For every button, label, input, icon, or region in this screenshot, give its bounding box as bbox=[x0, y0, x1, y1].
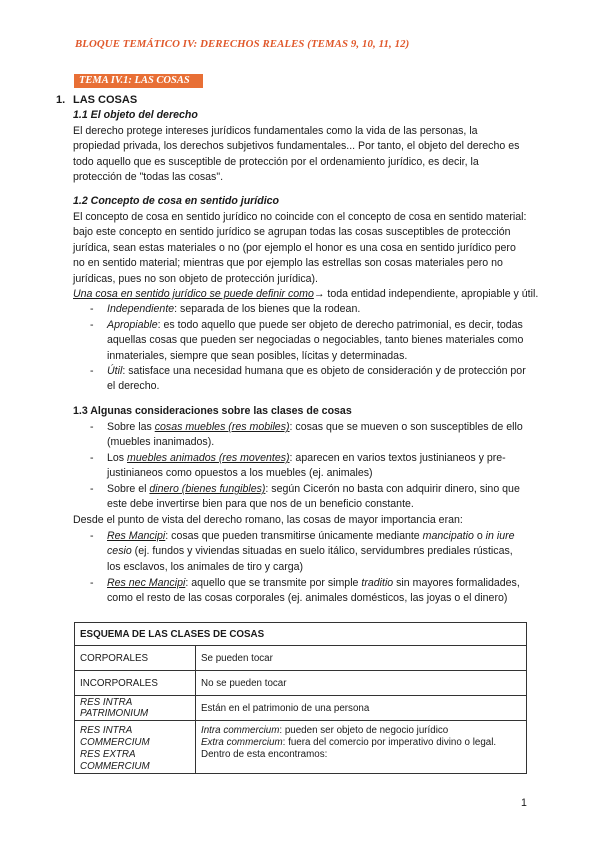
table-cell: RES INTRA PATRIMONIUM bbox=[75, 696, 196, 721]
table-cell: CORPORALES bbox=[75, 646, 196, 671]
definition-link[interactable]: Una cosa en sentido jurídico se puede definir como bbox=[73, 288, 314, 300]
table-cell: Están en el patrimonio de una persona bbox=[196, 696, 527, 721]
table-row bbox=[75, 721, 527, 774]
dash-bullet: - bbox=[90, 365, 94, 377]
subsection-3-title: 1.3 Algunas consideraciones sobre las clases de cosas bbox=[73, 405, 352, 417]
dash-bullet: - bbox=[90, 452, 94, 464]
list-item: Sobre las cosas muebles (res mobiles): cosas que se mueven o son susceptibles de ello (muebles inanimados). bbox=[107, 421, 523, 449]
table-row bbox=[75, 696, 527, 721]
table-cell: Intra commercium: pueden ser objeto de negocio jurídico Extra commercium: fuera del comercio por imperativo divino o legal. Dentro de esta encontramos: bbox=[196, 721, 527, 774]
dash-bullet: - bbox=[90, 577, 94, 589]
bloque-title: BLOQUE TEMÁTICO IV: DERECHOS REALES (TEMAS 9, 10, 11, 12) bbox=[75, 38, 410, 50]
subsection-2-text: El concepto de cosa en sentido jurídico no coincide con el concepto de cosa en sentido material: bajo este concepto en sentido jurídico se agrupan todas las cosas susceptibles de protección jurídica, sean estas materiales o no (por ejemplo el honor es una cosa en sentido jurídico pero no en sentido material; mientras que por ejemplo las estrellas son cosas materiales pero no jurídicas, pues no son objeto de protección jurídica). bbox=[73, 211, 527, 285]
list-item: Res nec Mancipi: aquello que se transmite por simple traditio sin mayores formalidades, como el resto de las cosas corporales (ej. animales domésticos, las joyas o el dinero) bbox=[107, 577, 520, 605]
list-item: Apropiable: es todo aquello que puede ser objeto de derecho patrimonial, es decir, todas aquellas cosas que pueden ser negociadas o negociables, tanto bienes materiales como inmateriales, siempre que sean posibles, lícitas y determinadas. bbox=[107, 319, 524, 362]
list-item: Independiente: separada de los bienes que la rodean. bbox=[107, 303, 361, 315]
table-row bbox=[75, 671, 527, 696]
clases-table bbox=[74, 622, 527, 774]
dash-bullet: - bbox=[90, 421, 94, 433]
dash-bullet: - bbox=[90, 483, 94, 495]
dash-bullet: - bbox=[90, 303, 94, 315]
table-row bbox=[75, 646, 527, 671]
list-item: Res Mancipi: cosas que pueden transmitirse únicamente mediante mancipatio o in iure cesio (ej. fundos y viviendas situadas en suelo itálico, servidumbres prediales rústicas, los esclavos, los animales de tiro y carga) bbox=[107, 530, 515, 573]
romano-intro: Desde el punto de vista del derecho romano, las cosas de mayor importancia eran: bbox=[73, 514, 463, 526]
tema-banner: TEMA IV.1: LAS COSAS bbox=[74, 74, 203, 88]
table-cell: RES INTRA COMMERCIUM RES EXTRA COMMERCIUM bbox=[75, 721, 196, 774]
section-title: LAS COSAS bbox=[73, 94, 138, 106]
dash-bullet: - bbox=[90, 319, 94, 331]
list-item: Útil: satisface una necesidad humana que es objeto de consideración y de protección por el derecho. bbox=[107, 365, 526, 393]
definition-line: Una cosa en sentido jurídico se puede definir como→ toda entidad independiente, apropiable y útil. bbox=[73, 288, 539, 300]
section-number: 1. bbox=[56, 94, 66, 106]
list-item: Sobre el dinero (bienes fungibles): según Cicerón no basta con adquirir dinero, sino que este debe invertirse bien para que nos de un beneficio constante. bbox=[107, 483, 520, 511]
subsection-1-title: 1.1 El objeto del derecho bbox=[73, 109, 198, 121]
table-cell: Se pueden tocar bbox=[196, 646, 527, 671]
subsection-2-title: 1.2 Concepto de cosa en sentido jurídico bbox=[73, 195, 280, 207]
list-item: Los muebles animados (res moventes): aparecen en varios textos justinianeos y pre-justinianeos como opuestos a los muebles (ej. animales) bbox=[107, 452, 506, 480]
table-title: ESQUEMA DE LAS CLASES DE COSAS bbox=[75, 623, 527, 646]
table-cell: INCORPORALES bbox=[75, 671, 196, 696]
subsection-1-text: El derecho protege intereses jurídicos fundamentales como la vida de las personas, la propiedad privada, los derechos subjetivos fundamentales... Por tanto, el objeto del derecho es todo aquello que es susceptible de protección por el ordenamiento jurídico, es decir, la protección de "todas las cosas". bbox=[73, 125, 520, 184]
dash-bullet: - bbox=[90, 530, 94, 542]
table-cell: No se pueden tocar bbox=[196, 671, 527, 696]
page-number: 1 bbox=[521, 797, 527, 809]
